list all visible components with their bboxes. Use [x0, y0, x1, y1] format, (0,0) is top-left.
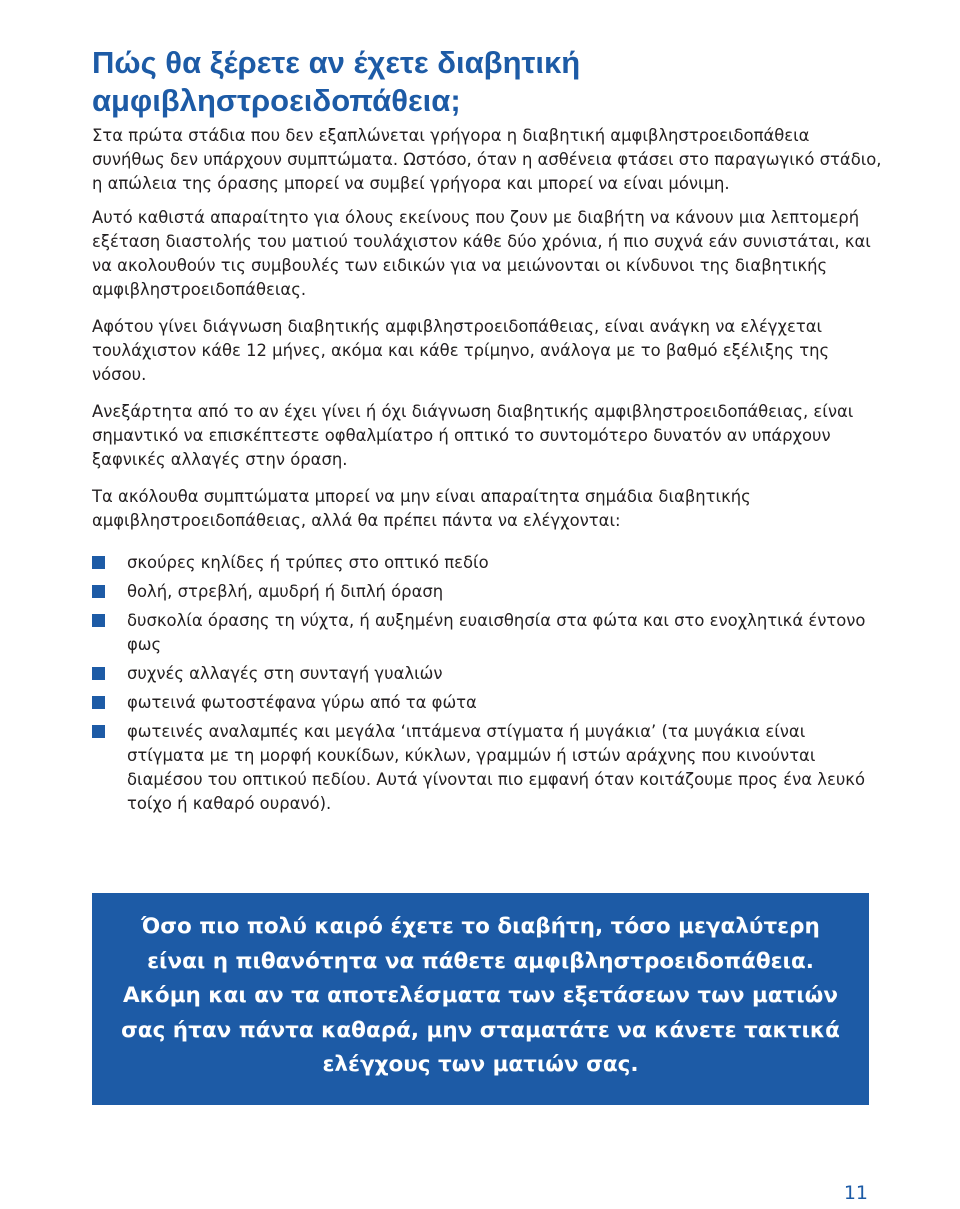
page-title: Πώς θα ξέρετε αν έχετε διαβητική αμφιβληστροειδοπάθεια; [92, 45, 581, 118]
square-bullet-icon [92, 556, 105, 569]
list-item-text: δυσκολία όρασης τη νύχτα, ή αυξημένη ευαισθησία στα φώτα και στο ενοχλητικά έντονο φως [127, 611, 866, 654]
callout-text: Όσο πιο πολύ καιρό έχετε το διαβήτη, τόσο μεγαλύτερη είναι η πιθανότητα να πάθετε αμφιβληστροειδοπάθεια. Ακόμη και αν τα αποτελέσματα των εξετάσεων των ματιών σας ήταν πάντα καθαρά, μην σταματάτε να κάνετε τακτικά ελέγχους των ματιών σας. [121, 914, 840, 1077]
paragraph-after-diagnosis: Αφότου γίνει διάγνωση διαβητικής αμφιβληστροειδοπάθειας, είναι ανάγκη να ελέγχεται τουλάχιστον κάθε 12 μήνες, ακόμα και κάθε τρίμηνο, ανάλογα με το βαθμό εξέλιξης της νόσου. [92, 317, 830, 384]
list-item [92, 609, 882, 657]
list-item-text: φωτεινές αναλαμπές και μεγάλα ‘ιπτάμενα στίγματα ή μυγάκια’ (τα μυγάκια είναι στίγματα με τη μορφή κουκίδων, κύκλων, γραμμών ή ιστών αράχνης που κινούνται διαμέσου του οπτικού πεδίου. Αυτά γίνονται πιο εμφανή όταν κοιτάζουμε προς ένα λευκό τοίχο ή καθαρό ουρανό). [127, 722, 865, 813]
list-item [92, 720, 882, 816]
list-item [92, 691, 882, 715]
page-number: 11 [843, 1182, 868, 1204]
list-item [92, 551, 882, 575]
list-item [92, 580, 882, 604]
list-item-text: θολή, στρεβλή, αμυδρή ή διπλή όραση [127, 582, 444, 601]
highlight-callout-box [92, 893, 869, 1105]
list-item-text: φωτεινά φωτοστέφανα γύρω από τα φώτα [127, 693, 477, 712]
symptoms-list [92, 551, 882, 816]
page-content [92, 44, 882, 821]
list-item [92, 662, 882, 686]
square-bullet-icon [92, 696, 105, 709]
paragraph-intro: Στα πρώτα στάδια που δεν εξαπλώνεται γρήγορα η διαβητική αμφιβληστροειδοπάθεια συνήθως δεν υπάρχουν συμπτώματα. Ωστόσο, όταν η ασθένεια φτάσει στο παραγωγικό στάδιο, η απώλεια της όρασης μπορεί να συμβεί γρήγορα και μπορεί να είναι μόνιμη. [92, 126, 882, 193]
paragraph-exam-frequency: Αυτό καθιστά απαραίτητο για όλους εκείνους που ζουν με διαβήτη να κάνουν μια λεπτομερή εξέταση διαστολής του ματιού τουλάχιστον κάθε δύο χρόνια, ή πιο συχνά εάν συνιστάται, και να ακολουθούν τις συμβουλές των ειδικών για να μειώνονται οι κίνδυνοι της διαβητικής αμφιβληστροειδοπάθειας. [92, 208, 871, 299]
square-bullet-icon [92, 585, 105, 598]
list-item-text: σκούρες κηλίδες ή τρύπες στο οπτικό πεδίο [127, 553, 489, 572]
square-bullet-icon [92, 725, 105, 738]
paragraph-sudden-changes: Ανεξάρτητα από το αν έχει γίνει ή όχι διάγνωση διαβητικής αμφιβληστροειδοπάθειας, είναι σημαντικό να επισκέπτεστε οφθαλμίατρο ή οπτικό το συντομότερο δυνατόν αν υπάρχουν ξαφνικές αλλαγές στην όραση. [92, 402, 854, 469]
square-bullet-icon [92, 614, 105, 627]
list-item-text: συχνές αλλαγές στη συνταγή γυαλιών [127, 664, 443, 683]
square-bullet-icon [92, 667, 105, 680]
paragraph-symptoms-intro: Τα ακόλουθα συμπτώματα μπορεί να μην είναι απαραίτητα σημάδια διαβητικής αμφιβληστροειδοπάθειας, αλλά θα πρέπει πάντα να ελέγχονται: [92, 487, 751, 530]
